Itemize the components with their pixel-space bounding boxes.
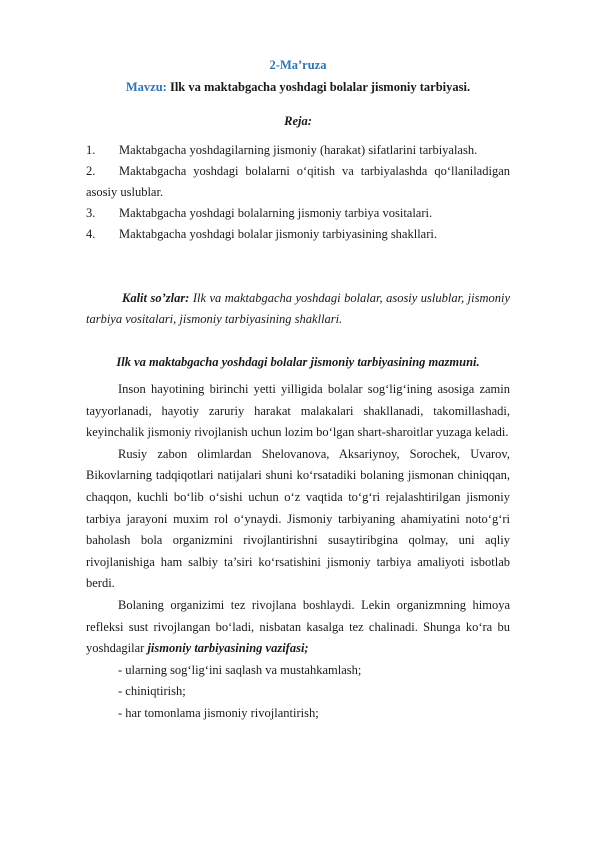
plan-list	[86, 140, 510, 245]
plan-item-text: Maktabgacha yoshdagi bolalarni o‘qitish va tarbiyalashda qo‘llaniladigan asosiy uslublar.	[86, 164, 510, 199]
list-item: - har tomonlama jismoniy rivojlantirish;	[118, 705, 319, 720]
lecture-number: 2-Ma’ruza	[269, 58, 327, 72]
section-title: Ilk va maktabgacha yoshdagi bolalar jismoniy tarbiyasining mazmuni.	[116, 355, 480, 369]
plan-item-text: Maktabgacha yoshdagi bolalarning jismoniy tarbiya vositalari.	[119, 206, 433, 220]
paragraph-emphasis: jismoniy tarbiyasining vazifasi;	[147, 641, 309, 656]
paragraph: Rusiy zabon olimlardan Shelovanova, Aksariynoy, Sorochek, Uvarov, Bikovlarning tadqiqotlari natijalari shuni ko‘rsatadiki bolaning jismonan chiniqqan, chaqqon, kuchli bo‘lib o‘sishi uchun o‘z vaqtida to‘g‘ri rejalashtirilgan jismoniy tarbiya jarayoni muxim rol o‘ynaydi. Jismoniy tarbiyaning ahamiyatini noto‘g‘ri baholash bola organizmini rivojlantirishni susaytiribgina qolmay, uni aqliy rivojlanishiga ham salbiy ta’siri ko‘rsatishini jismoniy tarbiya amaliyoti isbotlab berdi.	[86, 446, 510, 591]
paragraph: Inson hayotining birinchi yetti yilligida bolalar sog‘lig‘ining asosiga zamin tayyorlanadi, hayotiy zaruriy harakat malakalari shakllanadi, takomillashadi, keyinchalik jismoniy rivojlanish uchun lozim bo‘lgan shart-sharoitlar yuzaga keladi.	[86, 382, 510, 440]
plan-item-number: 2.	[86, 164, 96, 178]
plan-item	[86, 140, 510, 161]
paragraph-text: Bolaning organizimi tez rivojlana boshlaydi. Lekin organizmning himoya refleksi sust rivojlangan bo‘ladi, nisbatan kasalga tez chalinadi. Shunga ko‘ra bu yoshdagilar	[86, 597, 510, 656]
plan-item-number: 4.	[86, 227, 96, 241]
paragraph	[86, 595, 510, 660]
plan-item	[86, 203, 510, 224]
topic-label: Mavzu:	[125, 80, 167, 94]
plan-title: Reja:	[284, 114, 312, 128]
topic-line	[0, 80, 596, 95]
plan-item-number: 1.	[86, 143, 96, 157]
plan-item	[86, 224, 510, 245]
list-item: - ularning sog‘lig‘ini saqlash va mustahkamlash;	[118, 662, 362, 677]
keywords-text: Ilk va maktabgacha yoshdagi bolalar, asosiy uslublar, jismoniy tarbiya vositalari, jismoniy tarbiyasining shakllari.	[86, 291, 510, 326]
keywords-label: Kalit so’zlar:	[122, 291, 190, 305]
list-item: - chiniqtirish;	[118, 684, 186, 699]
plan-item-text: Maktabgacha yoshdagi bolalar jismoniy tarbiyasining shakllari.	[119, 227, 437, 241]
section-body	[86, 379, 510, 725]
plan-item-text: Maktabgacha yoshdagilarning jismoniy (harakat) sifatlarini tarbiyalash.	[119, 143, 478, 157]
topic-text: Ilk va maktabgacha yoshdagi bolalar jismoniy tarbiyasi.	[169, 80, 471, 94]
plan-item	[86, 161, 510, 203]
keywords-paragraph	[86, 288, 510, 330]
plan-item-number: 3.	[86, 206, 96, 220]
